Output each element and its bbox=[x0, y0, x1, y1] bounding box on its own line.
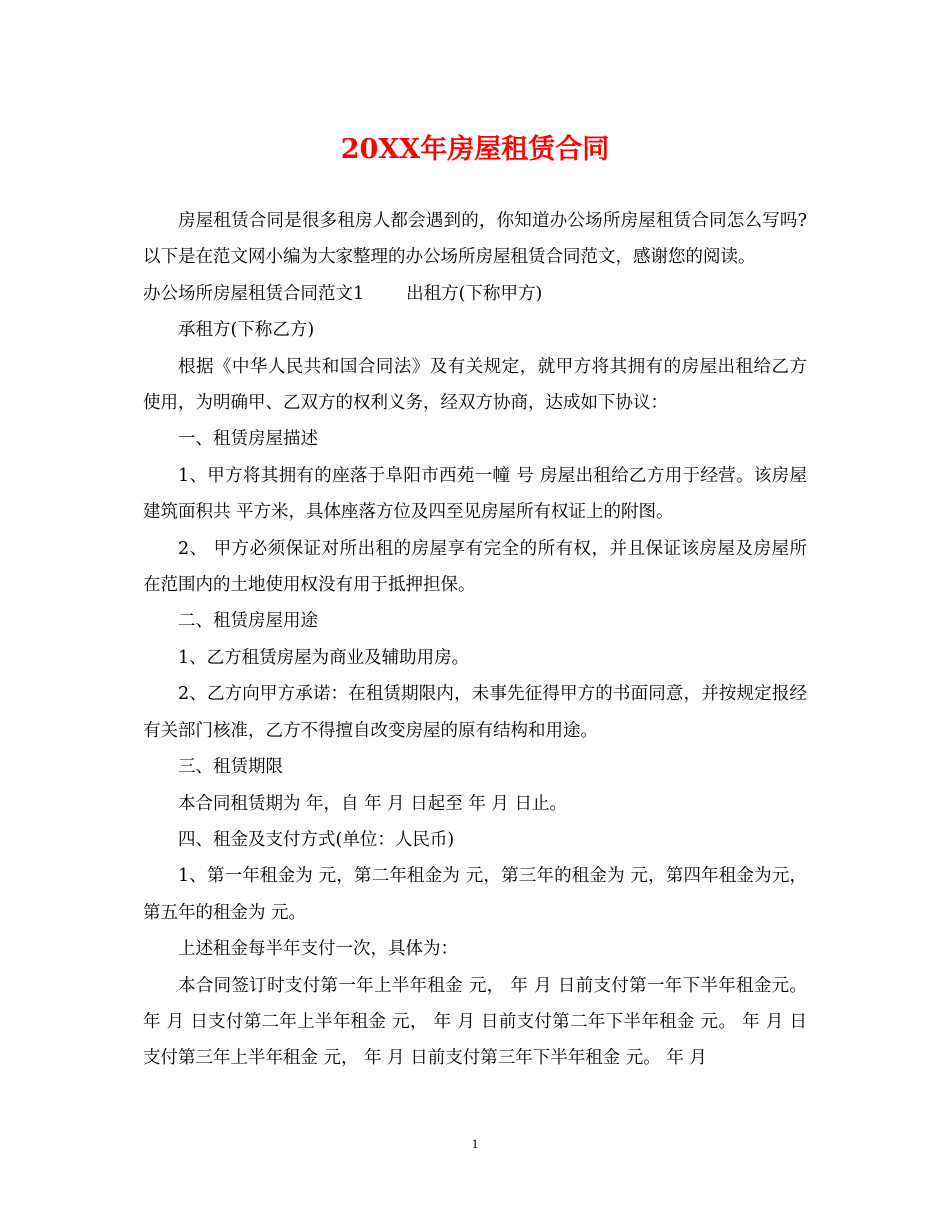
lessor-label: 出租方(下称甲方) bbox=[406, 283, 543, 304]
paragraph-2-2: 2、乙方向甲方承诺：在租赁期限内，未事先征得甲方的书面同意，并按规定报经有关部门核准，乙方不得擅自改变房屋的原有结构和用途。 bbox=[143, 684, 807, 741]
document-title: 20XX年房屋租赁合同 bbox=[340, 134, 610, 165]
section-heading-3: 三、租赁期限 bbox=[178, 757, 283, 778]
lessee-label: 承租方(下称乙方) bbox=[178, 320, 315, 341]
paragraph-4-1: 1、第一年租金为 元，第二年租金为 元，第三年的租金为 元，第四年租金为元，第五年的租金为 元。 bbox=[143, 866, 807, 923]
section-heading-4: 四、租金及支付方式(单位：人民币) bbox=[178, 829, 455, 850]
paragraph-4-2: 上述租金每半年支付一次，具体为： bbox=[178, 939, 458, 960]
page-number: 1 bbox=[471, 1136, 479, 1151]
paragraph-heading-line bbox=[143, 276, 807, 312]
paragraph-intro: 房屋租赁合同是很多租房人都会遇到的，你知道办公场所房屋租赁合同怎么写吗?以下是在范文网小编为大家整理的办公场所房屋租赁合同范文，感谢您的阅读。 bbox=[143, 211, 807, 268]
paragraph-2-1: 1、乙方租赁房屋为商业及辅助用房。 bbox=[178, 647, 470, 668]
paragraph-3-1: 本合同租赁期为 年，自 年 月 日起至 年 月 日止。 bbox=[178, 793, 567, 814]
paragraph-1-1: 1、甲方将其拥有的座落于阜阳市西苑一幢 号 房屋出租给乙方用于经营。该房屋建筑面积共 平方米，具体座落方位及四至见房屋所有权证上的附图。 bbox=[143, 465, 807, 523]
paragraph-4-3: 本合同签订时支付第一年上半年租金 元， 年 月 日前支付第一年下半年租金元。 年 月 日支付第二年上半年租金 元， 年 月 日前支付第二年下半年租金 元。 年 月 日支付第三年上半年租金 元， 年 月 日前支付第三年下半年租金 元。 年 月 bbox=[143, 975, 807, 1069]
section-heading-2: 二、租赁房屋用途 bbox=[178, 611, 318, 632]
document-body bbox=[143, 203, 807, 1077]
paragraph-1-2: 2、 甲方必须保证对所出租的房屋享有完全的所有权，并且保证该房屋及房屋所在范围内的土地使用权没有用于抵押担保。 bbox=[143, 538, 807, 596]
paragraph-basis: 根据《中华人民共和国合同法》及有关规定，就甲方将其拥有的房屋出租给乙方使用，为明确甲、乙双方的权利义务，经双方协商，达成如下协议： bbox=[143, 356, 807, 414]
section-heading-1: 一、租赁房屋描述 bbox=[178, 429, 318, 450]
sample-heading: 办公场所房屋租赁合同范文1 bbox=[143, 283, 365, 304]
